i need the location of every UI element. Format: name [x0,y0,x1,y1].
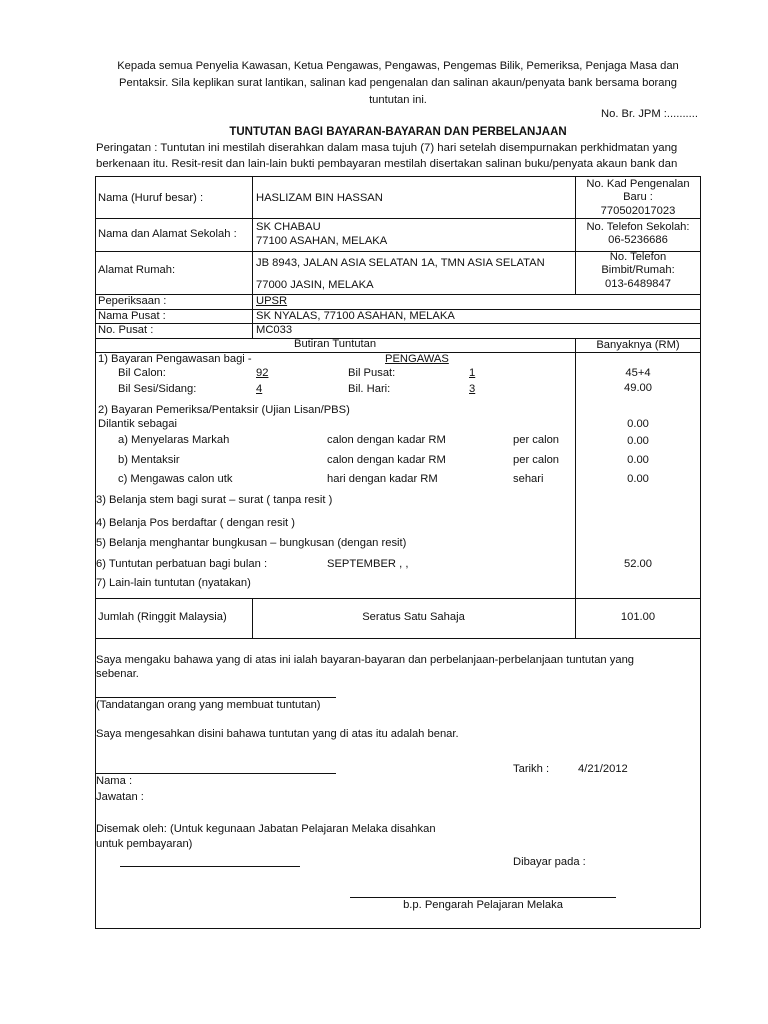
checker-signature-line [120,866,300,867]
item-6-amount: 52.00 [624,558,652,570]
item-6-month: SEPTEMBER , , [327,558,409,570]
checked-by-line-1: Disemak oleh: (Untuk kegunaan Jabatan Pelajaran Melaka disahkan [96,823,436,835]
item-5-label: 5) Belanja menghantar bungkusan – bungkusan (dengan resit) [96,537,407,549]
reference-number: No. Br. JPM :.......... [601,108,698,120]
item-2c-unit: sehari [513,473,544,485]
date-value: 4/21/2012 [578,763,628,775]
director-caption: b.p. Pengarah Pelajaran Melaka [403,899,563,911]
paid-on-label: Dibayar pada : [513,856,586,868]
candidate-count-label: Bil Calon: [118,367,166,379]
exam-label: Peperiksaan : [98,295,167,307]
session-count-label: Bil Sesi/Sidang: [118,383,197,395]
verifier-name-label: Nama : [96,775,133,787]
ic-label: No. Kad Pengenalan Baru : 770502017023 [576,178,700,218]
declaration-line-1: Saya mengaku bahawa yang di atas ini ialah bayaran-bayaran dan perbelanjaan-perbelanjaan tuntutan yang [96,654,635,666]
item-2c-amount: 0.00 [627,473,649,485]
home-address-label: Alamat Rumah: [98,264,176,276]
declaration-line-2: sebenar. [96,668,139,680]
centre-name-value: SK NYALAS, 77100 ASAHAN, MELAKA [256,310,455,322]
name-value: HASLIZAM BIN HASSAN [256,192,383,204]
item-2b-amount: 0.00 [627,454,649,466]
item-2-sublabel: Dilantik sebagai [98,418,177,430]
verifier-signature-line [96,773,336,774]
item-2-label: 2) Bayaran Pemeriksa/Pentaksir (Ujian Lisan/PBS) [98,404,350,416]
item-4-label: 4) Belanja Pos berdaftar ( dengan resit ) [96,517,295,529]
school-name: SK CHABAU [256,221,321,233]
item-2b-label: b) Mentaksir [118,454,180,466]
intro-text: Kepada semua Penyelia Kawasan, Ketua Pengawas, Pengawas, Pengemas Bilik, Pemeriksa, Penjaga Masa dan Pentaksir. Sila keplikan surat lantikan, salinan kad pengenalan dan salinan akaun/penyata bank bersama borang tuntutan ini. [117,60,679,106]
day-count-value: 3 [469,383,476,395]
confirmation-text: Saya mengesahkan disini bahawa tuntutan yang di atas itu adalah benar. [96,728,459,740]
school-address: 77100 ASAHAN, MELAKA [256,235,388,247]
item-2b-rate: calon dengan kadar RM [327,454,446,466]
home-phone-label: No. Telefon Bimbit/Rumah: 013-6489847 [576,251,700,291]
item-2a-unit: per calon [513,434,560,446]
item-2a-label: a) Menyelaras Markah [118,434,230,446]
warning-line-2: berkenaan itu. Resit-resit dan lain-lain bukti pembayaran mestilah disertakan salinan buku/penyata akaun bank dan [96,158,678,170]
centre-count-label: Bil Pusat: [348,367,396,379]
school-phone-label: No. Telefon Sekolah: 06-5236686 [576,221,700,248]
item-3-label: 3) Belanja stem bagi surat – surat ( tanpa resit ) [96,494,333,506]
form-title: TUNTUTAN BAGI BAYARAN-BAYARAN DAN PERBELANJAAN [229,126,567,138]
total-amount: 101.00 [620,611,656,623]
total-label: Jumlah (Ringgit Malaysia) [98,611,227,623]
verifier-position-label: Jawatan : [96,791,144,803]
item-1-amount-1: 45+4 [625,367,651,379]
date-label: Tarikh : [513,763,550,775]
item-2a-amount: 0.00 [627,435,649,447]
day-count-label: Bil. Hari: [348,383,391,395]
director-signature-line [350,897,616,898]
item-2b-unit: per calon [513,454,560,466]
exam-value: UPSR [256,295,288,307]
checked-by-line-2: untuk pembayaran) [96,838,193,850]
school-phone-value: 06-5236686 [608,234,668,247]
item-6-label: 6) Tuntutan perbatuan bagi bulan : [96,558,268,570]
home-address-line-1: JB 8943, JALAN ASIA SELATAN 1A, TMN ASIA SELATAN [256,257,545,269]
item-1-label: 1) Bayaran Pengawasan bagi - [98,353,252,365]
centre-count-value: 1 [469,367,476,379]
item-1-amount-2: 49.00 [624,382,652,394]
item-2-amount: 0.00 [627,418,649,430]
claimant-signature-caption: (Tandatangan orang yang membuat tuntutan) [96,699,321,711]
details-header: Butiran Tuntutan [294,338,377,350]
item-2c-label: c) Mengawas calon utk [118,473,233,485]
ic-value: 770502017023 [600,204,676,217]
amount-header: Banyaknya (RM) [596,339,680,351]
item-2c-rate: hari dengan kadar RM [327,473,438,485]
name-label: Nama (Huruf besar) : [98,192,204,204]
warning-line-1: Peringatan : Tuntutan ini mestilah diserahkan dalam masa tujuh (7) hari setelah disempurnakan perkhidmatan yang [96,142,678,154]
candidate-count-value: 92 [256,367,269,379]
claimant-signature-line [96,697,336,698]
item-2a-rate: calon dengan kadar RM [327,434,446,446]
centre-number-label: No. Pusat : [98,324,154,336]
item-7-label: 7) Lain-lain tuntutan (nyatakan) [96,577,251,589]
session-count-value: 4 [256,383,263,395]
item-1-role: PENGAWAS [385,353,449,365]
total-in-words: Seratus Satu Sahaja [362,611,465,623]
home-address-line-2: 77000 JASIN, MELAKA [256,279,374,291]
school-label: Nama dan Alamat Sekolah : [98,228,237,240]
centre-name-label: Nama Pusat : [98,310,166,322]
home-phone-value: 013-6489847 [605,277,671,290]
centre-number-value: MC033 [256,324,293,336]
